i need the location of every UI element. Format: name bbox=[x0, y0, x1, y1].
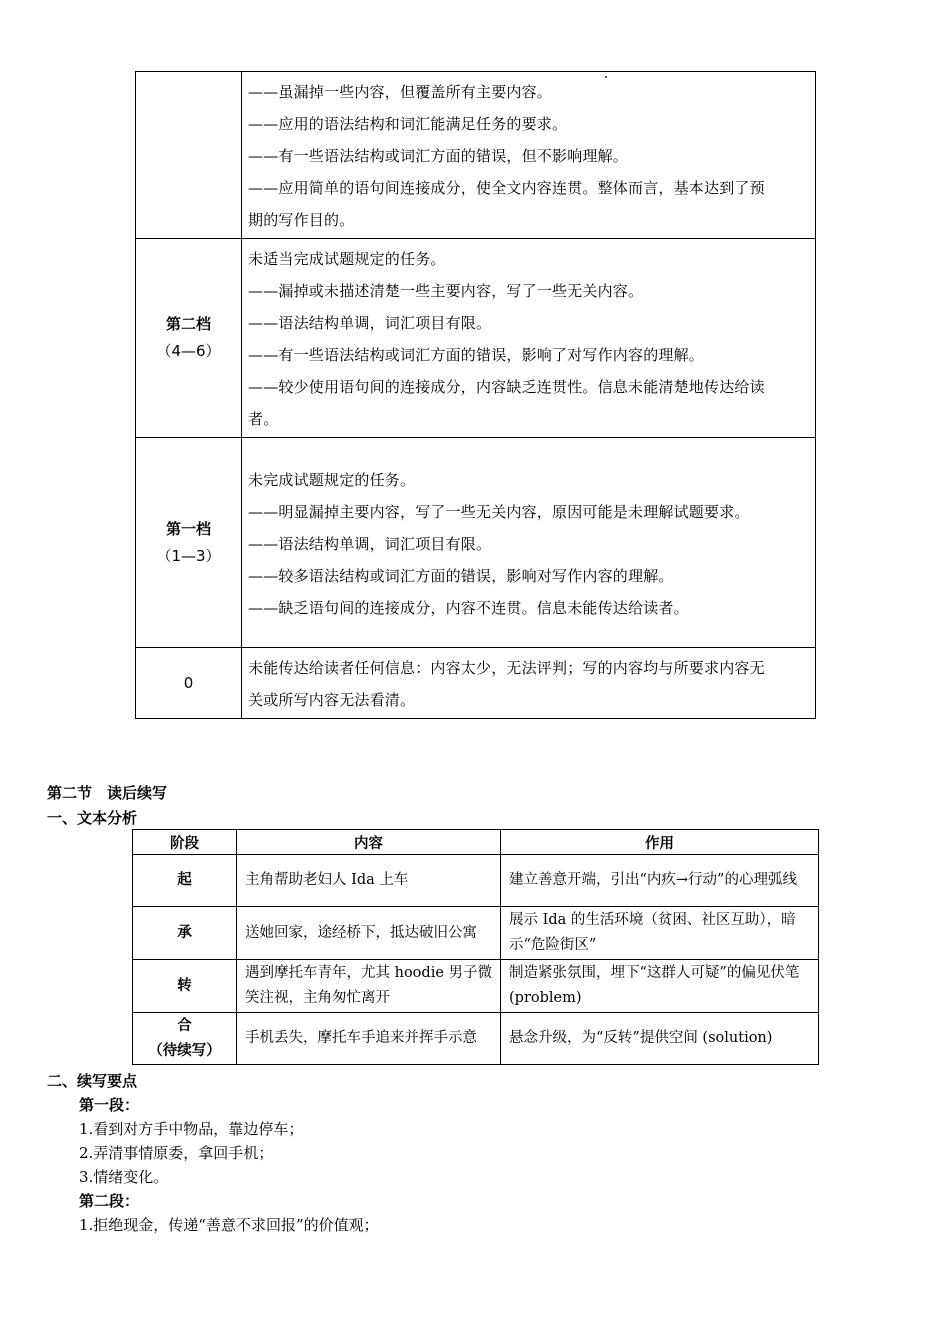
role-cell: 展示 Ida 的生活环境（贫困、社区互助），暗示“危险街区” bbox=[501, 907, 819, 960]
rubric-line: ——虽漏掉一些内容，但覆盖所有主要内容。 bbox=[248, 83, 553, 101]
content-cell: 主角帮助老妇人 Ida 上车 bbox=[237, 855, 501, 907]
rubric-level-cell bbox=[136, 72, 242, 239]
table-row bbox=[133, 855, 819, 907]
rubric-line: 未能传达给读者任何信息：内容太少，无法评判；写的内容均与所要求内容无 bbox=[248, 659, 765, 677]
rubric-line: ——漏掉或未描述清楚一些主要内容，写了一些无关内容。 bbox=[248, 282, 644, 300]
rubric-line: ——明显漏掉主要内容，写了一些无关内容，原因可能是未理解试题要求。 bbox=[248, 502, 750, 521]
rubric-level-cell bbox=[136, 438, 242, 648]
column-header: 作用 bbox=[501, 830, 819, 855]
rubric-description bbox=[242, 72, 816, 239]
list-item: 1.看到对方手中物品，靠边停车； bbox=[79, 1120, 304, 1138]
rubric-line: ——缺乏语句间的连接成分，内容不连贯。信息未能传达给读者。 bbox=[248, 598, 689, 617]
list-item: 3.情绪变化。 bbox=[79, 1168, 169, 1186]
rubric-description bbox=[242, 438, 816, 648]
stage-cell bbox=[133, 855, 237, 907]
list-item: 2.弄清事情原委，拿回手机； bbox=[79, 1144, 274, 1162]
table-header-row bbox=[133, 830, 819, 855]
table-row bbox=[133, 1013, 819, 1065]
stage-name: 合 bbox=[177, 1017, 192, 1034]
stage-cell bbox=[133, 960, 237, 1013]
column-header: 阶段 bbox=[133, 830, 237, 855]
rubric-description bbox=[242, 239, 816, 438]
paragraph2-label: 第二段： bbox=[79, 1192, 140, 1210]
section-title: 第二节 读后续写 bbox=[47, 784, 168, 802]
rubric-line: 未完成试题规定的任务。 bbox=[248, 470, 416, 489]
rubric-row bbox=[136, 648, 816, 719]
role-cell: 建立善意开端，引出“内疚→行动”的心理弧线 bbox=[501, 855, 819, 907]
content-cell: 手机丢失，摩托车手追来并挥手示意 bbox=[237, 1013, 501, 1065]
rubric-line: 关或所写内容无法看清。 bbox=[248, 691, 416, 709]
role-cell: 制造紧张氛围，埋下“这群人可疑”的偏见伏笔 (problem) bbox=[501, 960, 819, 1013]
rubric-level-name: 第二档 bbox=[165, 315, 211, 333]
text-analysis-table bbox=[132, 829, 819, 1065]
rubric-line: ——有一些语法结构或词汇方面的错误，影响了对写作内容的理解。 bbox=[248, 346, 705, 364]
rubric-line: ——语法结构单调，词汇项目有限。 bbox=[248, 314, 492, 332]
rubric-level-cell bbox=[136, 648, 242, 719]
rubric-row bbox=[136, 438, 816, 648]
rubric-line: 者。 bbox=[248, 410, 279, 428]
rubric-line: ——应用的语法结构和词汇能满足任务的要求。 bbox=[248, 115, 568, 133]
stage-name: 承 bbox=[177, 924, 192, 941]
scoring-rubric-table bbox=[135, 71, 816, 719]
rubric-row bbox=[136, 239, 816, 438]
rubric-score-range: （4—6） bbox=[156, 342, 221, 360]
role-cell: 悬念升级，为“反转”提供空间 (solution) bbox=[501, 1013, 819, 1065]
list-item: 1.拒绝现金，传递“善意不求回报”的价值观； bbox=[79, 1216, 379, 1234]
rubric-score-range: （1—3） bbox=[156, 546, 221, 565]
content-cell: 遇到摩托车青年，尤其 hoodie 男子微笑注视，主角匆忙离开 bbox=[237, 960, 501, 1013]
rubric-line: 期的写作目的。 bbox=[248, 211, 355, 229]
stage-name: 转 bbox=[177, 977, 192, 994]
analysis-heading: 一、文本分析 bbox=[47, 809, 138, 827]
table-row bbox=[133, 960, 819, 1013]
rubric-level-name: 第一档 bbox=[165, 519, 211, 538]
points-list bbox=[79, 1093, 379, 1237]
column-header: 内容 bbox=[237, 830, 501, 855]
content-cell: 送她回家，途经桥下，抵达破旧公寓 bbox=[237, 907, 501, 960]
rubric-line: ——较少使用语句间的连接成分，内容缺乏连贯性。信息未能清楚地传达给读 bbox=[248, 378, 765, 396]
paragraph1-label: 第一段： bbox=[79, 1096, 140, 1114]
stage-note: （待续写） bbox=[148, 1042, 221, 1059]
table-row bbox=[133, 907, 819, 960]
rubric-line: 未适当完成试题规定的任务。 bbox=[248, 250, 446, 268]
rubric-level-name: 0 bbox=[183, 673, 194, 692]
rubric-line: ——应用简单的语句间连接成分，使全文内容连贯。整体而言，基本达到了预 bbox=[248, 179, 765, 197]
points-heading: 二、续写要点 bbox=[47, 1072, 138, 1090]
rubric-level-cell bbox=[136, 239, 242, 438]
rubric-line: ——语法结构单调，词汇项目有限。 bbox=[248, 534, 492, 553]
stage-cell bbox=[133, 1013, 237, 1065]
rubric-line: ——较多语法结构或词汇方面的错误，影响对写作内容的理解。 bbox=[248, 566, 674, 585]
stage-cell bbox=[133, 907, 237, 960]
stage-name: 起 bbox=[177, 872, 192, 888]
rubric-row bbox=[136, 72, 816, 239]
rubric-line: ——有一些语法结构或词汇方面的错误，但不影响理解。 bbox=[248, 147, 629, 165]
rubric-description bbox=[242, 648, 816, 719]
